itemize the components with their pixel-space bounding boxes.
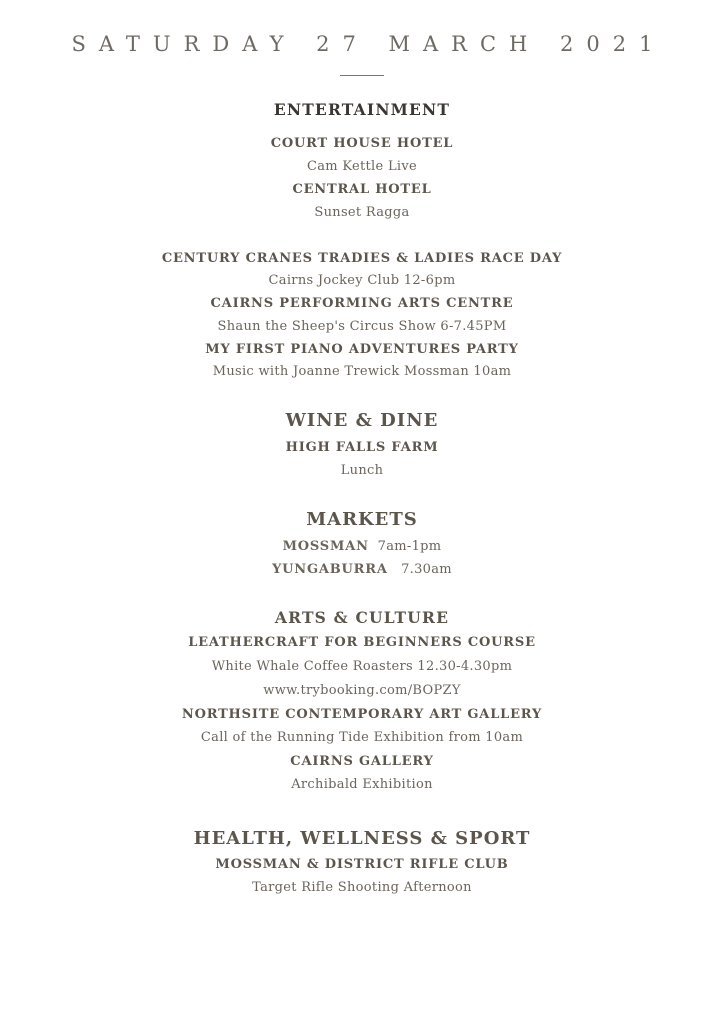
- market-row: [0, 562, 724, 577]
- section-heading-entertainment: ENTERTAINMENT: [273, 100, 451, 119]
- event-venue: CAIRNS GALLERY: [290, 754, 434, 769]
- market-venue: MOSSMAN: [282, 539, 369, 554]
- section-heading-wine-dine: WINE & DINE: [285, 410, 439, 431]
- market-time: 7.30am: [401, 562, 452, 577]
- event-detail: Sunset Ragga: [314, 205, 410, 220]
- page-date: SATURDAY 27 MARCH 2021: [71, 32, 666, 56]
- event-detail: Archibald Exhibition: [291, 777, 433, 792]
- event-venue: MOSSMAN & DISTRICT RIFLE CLUB: [215, 857, 509, 872]
- event-detail: Call of the Running Tide Exhibition from 10am: [200, 730, 524, 745]
- event-detail: Target Rifle Shooting Afternoon: [252, 880, 472, 895]
- market-row: [0, 539, 724, 554]
- event-venue: MY FIRST PIANO ADVENTURES PARTY: [205, 342, 519, 357]
- section-heading-health: HEALTH, WELLNESS & SPORT: [193, 828, 531, 849]
- event-detail: Cairns Jockey Club 12-6pm: [268, 273, 456, 288]
- section-heading-markets: MARKETS: [306, 509, 418, 530]
- divider: [340, 75, 384, 76]
- event-detail: Lunch: [340, 463, 384, 478]
- event-venue: CENTRAL HOTEL: [292, 182, 432, 197]
- event-venue: CAIRNS PERFORMING ARTS CENTRE: [210, 296, 514, 311]
- booking-link[interactable]: www.trybooking.com/BOPZY: [263, 683, 461, 698]
- event-venue: CENTURY CRANES TRADIES & LADIES RACE DAY: [161, 251, 563, 266]
- event-venue: NORTHSITE CONTEMPORARY ART GALLERY: [181, 707, 543, 722]
- event-detail: Shaun the Sheep's Circus Show 6-7.45PM: [217, 319, 507, 334]
- market-time: 7am-1pm: [377, 539, 442, 554]
- event-venue: LEATHERCRAFT FOR BEGINNERS COURSE: [188, 635, 536, 650]
- event-detail: White Whale Coffee Roasters 12.30-4.30pm: [211, 659, 513, 674]
- event-venue: HIGH FALLS FARM: [285, 440, 439, 455]
- section-heading-arts-culture: ARTS & CULTURE: [274, 608, 450, 627]
- event-detail: Cam Kettle Live: [307, 159, 417, 174]
- event-venue: COURT HOUSE HOTEL: [270, 136, 454, 151]
- event-detail: Music with Joanne Trewick Mossman 10am: [212, 364, 512, 379]
- market-venue: YUNGABURRA: [272, 562, 388, 577]
